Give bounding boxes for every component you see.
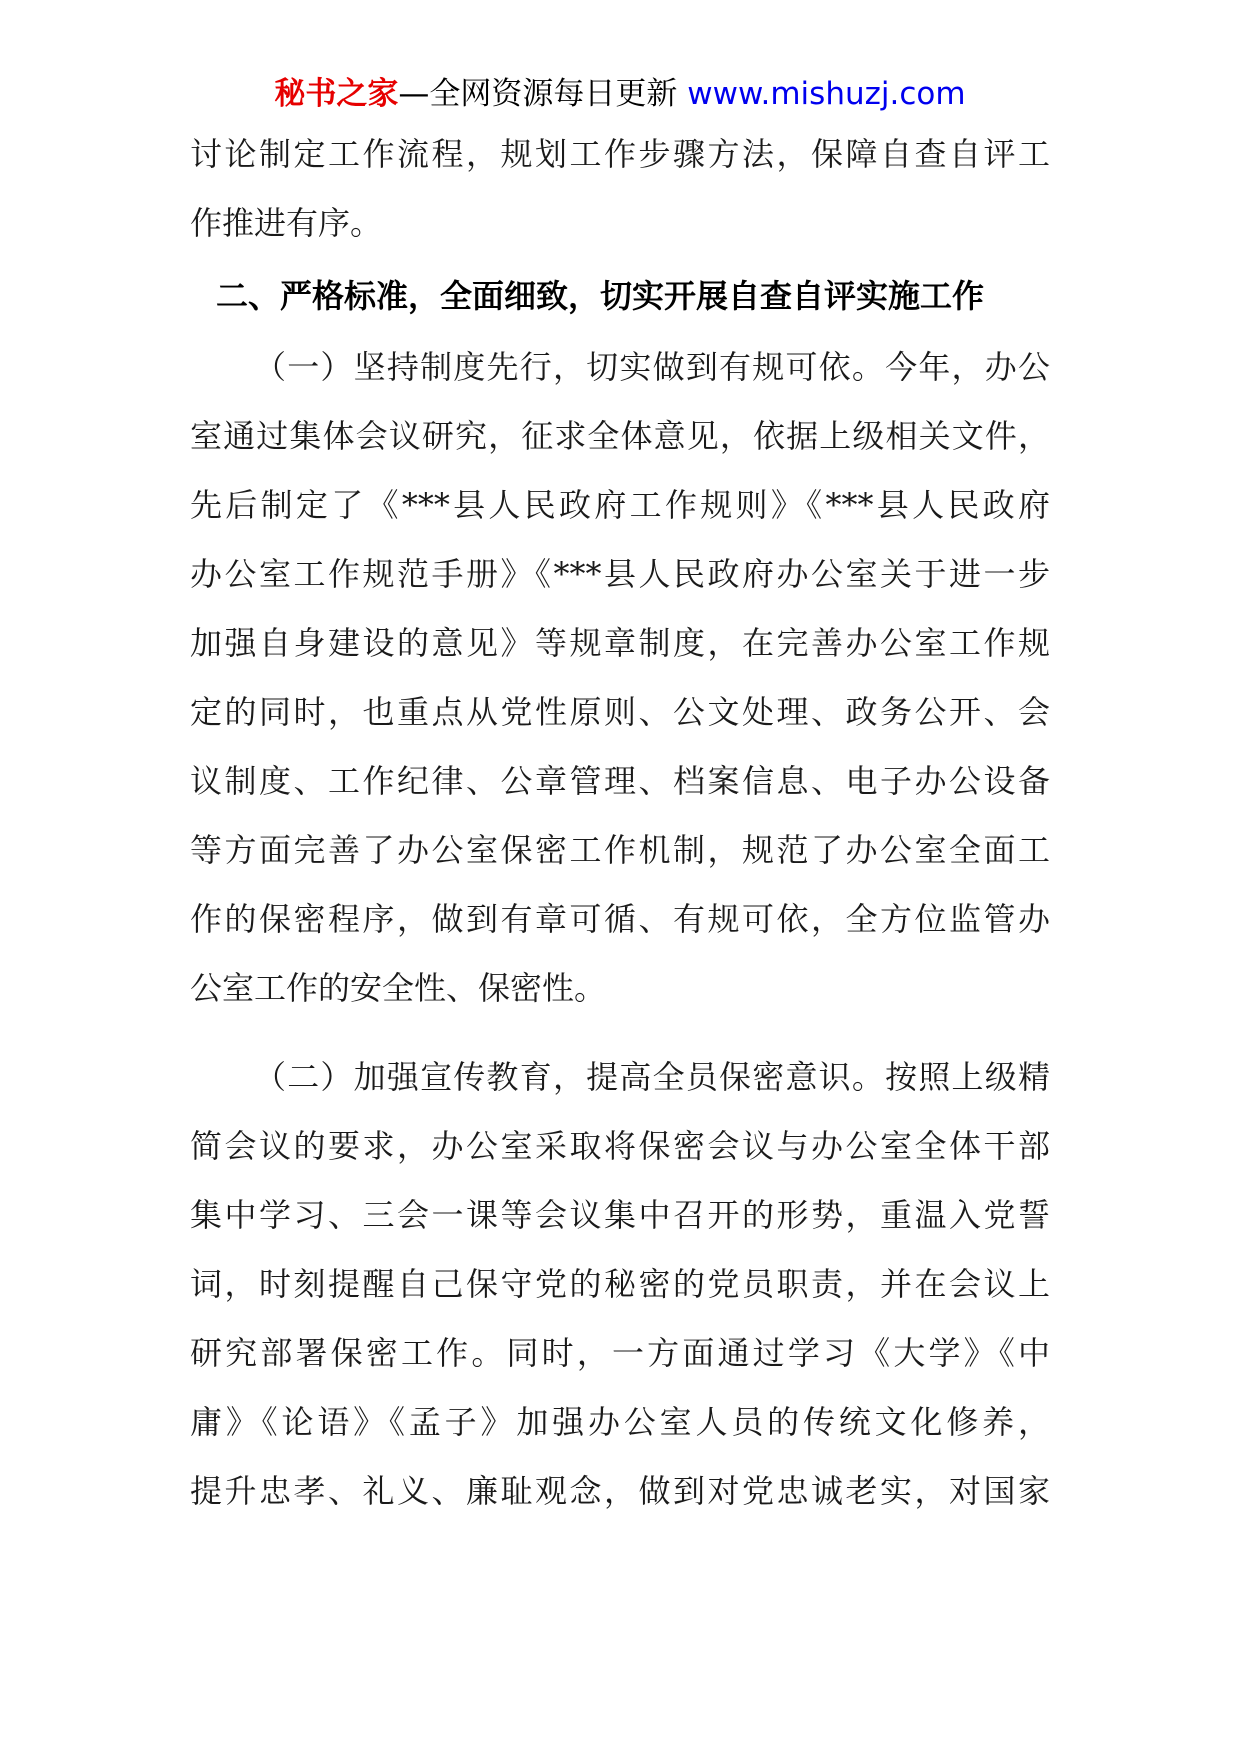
site-url-link[interactable]: www.mishuzj.com [687,76,966,112]
paragraph-line: 办公室工作规范手册》《***县人民政府办公室关于进一步 [190,555,1050,593]
paragraph-line: 等方面完善了办公室保密工作机制，规范了办公室全面工 [190,831,1050,869]
paragraph-line: （一）坚持制度先行，切实做到有规可依。今年，办公 [254,348,1050,386]
paragraph-line: 提升忠孝、礼义、廉耻观念，做到对党忠诚老实，对国家 [190,1472,1050,1510]
paragraph-line: 讨论制定工作流程，规划工作步骤方法，保障自查自评工 [190,135,1050,173]
paragraph-1 [190,333,1050,1023]
paragraph-line: （二）加强宣传教育，提高全员保密意识。按照上级精 [254,1058,1050,1096]
paragraph-line: 作推进有序。 [190,204,383,242]
page-header [0,72,1240,116]
header-tagline: —全网资源每日更新 [398,76,678,112]
intro-paragraph [190,120,1050,258]
paragraph-line: 加强自身建设的意见》等规章制度，在完善办公室工作规 [190,624,1050,662]
section-heading: 二、严格标准，全面细致，切实开展自查自评实施工作 [216,277,985,315]
paragraph-line: 词，时刻提醒自己保守党的秘密的党员职责，并在会议上 [190,1265,1050,1303]
paragraph-line: 室通过集体会议研究，征求全体意见，依据上级相关文件， [190,417,1050,455]
paragraph-line: 议制度、工作纪律、公章管理、档案信息、电子办公设备 [190,762,1050,800]
paragraph-line: 庸》《论语》《孟子》加强办公室人员的传统文化修养， [190,1403,1050,1441]
paragraph-line: 研究部署保密工作。同时，一方面通过学习《大学》《中 [190,1334,1050,1372]
paragraph-line: 定的同时，也重点从党性原则、公文处理、政务公开、会 [190,693,1050,731]
paragraph-line: 先后制定了《***县人民政府工作规则》《***县人民政府 [190,486,1050,524]
paragraph-2 [190,1043,1050,1526]
paragraph-line: 作的保密程序，做到有章可循、有规可依，全方位监管办 [190,900,1050,938]
paragraph-line: 公室工作的安全性、保密性。 [190,969,607,1007]
brand-name: 秘书之家 [274,76,399,112]
paragraph-line: 简会议的要求，办公室采取将保密会议与办公室全体干部 [190,1127,1050,1165]
paragraph-line: 集中学习、三会一课等会议集中召开的形势，重温入党誓 [190,1196,1050,1234]
